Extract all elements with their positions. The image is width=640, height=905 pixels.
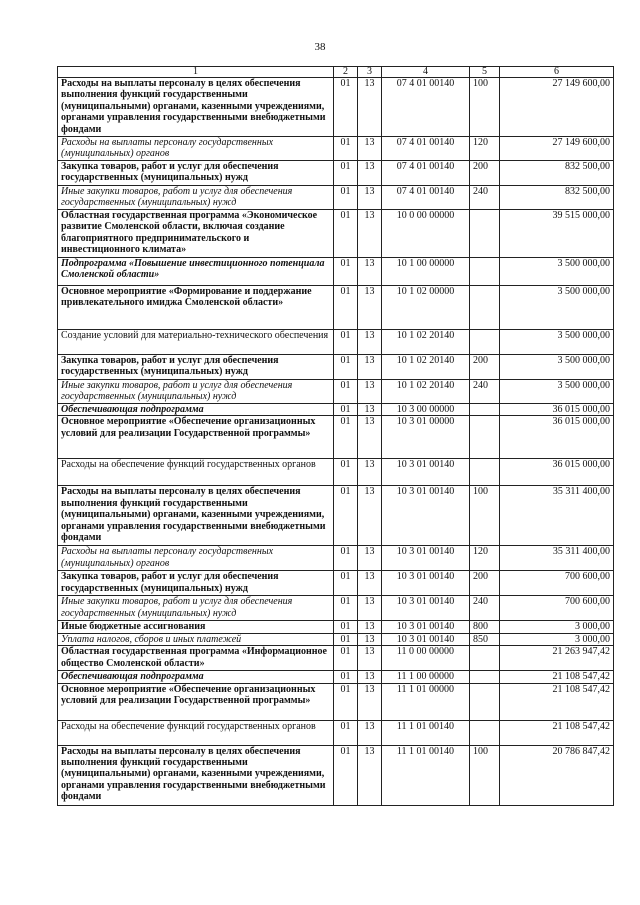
- row-expense-type: [470, 671, 500, 683]
- row-name: Уплата налогов, сборов и иных платежей: [58, 633, 334, 645]
- row-amount: 3 000,00: [500, 633, 614, 645]
- row-amount: 832 500,00: [500, 161, 614, 186]
- row-subsection: 13: [358, 286, 382, 330]
- row-subsection: 13: [358, 380, 382, 404]
- row-target-article: 10 1 02 00000: [382, 286, 470, 330]
- row-target-article: 10 3 01 00140: [382, 596, 470, 621]
- row-section: 01: [334, 380, 358, 404]
- row-subsection: 13: [358, 137, 382, 161]
- row-subsection: 13: [358, 571, 382, 596]
- table-row: [58, 78, 614, 137]
- row-expense-type: [470, 720, 500, 745]
- row-name: Областная государственная программа «Экономическое развитие Смоленской области, включая создание благоприятного предпринимательского и инвестиционного климата»: [58, 210, 334, 258]
- row-subsection: 13: [358, 161, 382, 186]
- row-expense-type: 240: [470, 380, 500, 404]
- row-target-article: 07 4 01 00140: [382, 186, 470, 210]
- row-name: Иные закупки товаров, работ и услуг для обеспечения государственных (муниципальных) нужд: [58, 186, 334, 210]
- row-section: 01: [334, 161, 358, 186]
- row-section: 01: [334, 404, 358, 416]
- row-amount: 27 149 600,00: [500, 137, 614, 161]
- row-amount: 3 500 000,00: [500, 286, 614, 330]
- row-subsection: 13: [358, 459, 382, 486]
- row-section: 01: [334, 646, 358, 671]
- row-target-article: 10 3 01 00140: [382, 459, 470, 486]
- row-amount: 20 786 847,42: [500, 745, 614, 805]
- row-name: Основное мероприятие «Обеспечение организационных условий для реализации Государственной программы»: [58, 416, 334, 459]
- row-section: 01: [334, 286, 358, 330]
- row-target-article: 11 1 01 00140: [382, 720, 470, 745]
- row-target-article: 10 0 00 00000: [382, 210, 470, 258]
- row-name: Расходы на выплаты персоналу в целях обеспечения выполнения функций государственными (муниципальными) органами, казенными учреждениями, органами управления государственными внебюджетными фондами: [58, 486, 334, 546]
- table-row: [58, 720, 614, 745]
- row-section: 01: [334, 258, 358, 286]
- row-name: Закупка товаров, работ и услуг для обеспечения государственных (муниципальных) нужд: [58, 571, 334, 596]
- row-name: Обеспечивающая подпрограмма: [58, 404, 334, 416]
- row-name: Областная государственная программа «Информационное общество Смоленской области»: [58, 646, 334, 671]
- row-expense-type: 100: [470, 78, 500, 137]
- row-name: Закупка товаров, работ и услуг для обеспечения государственных (муниципальных) нужд: [58, 355, 334, 380]
- row-target-article: 10 1 02 20140: [382, 330, 470, 355]
- row-subsection: 13: [358, 671, 382, 683]
- row-expense-type: 240: [470, 596, 500, 621]
- table-row: [58, 137, 614, 161]
- row-name: Основное мероприятие «Формирование и поддержание привлекательного имиджа Смоленской области»: [58, 286, 334, 330]
- row-name: Расходы на выплаты персоналу в целях обеспечения выполнения функций государственными (муниципальными) органами, казенными учреждениями, органами управления государственными внебюджетными фондами: [58, 78, 334, 137]
- row-target-article: 10 3 01 00140: [382, 571, 470, 596]
- row-subsection: 13: [358, 404, 382, 416]
- row-section: 01: [334, 210, 358, 258]
- row-subsection: 13: [358, 210, 382, 258]
- table-row: [58, 633, 614, 645]
- row-subsection: 13: [358, 546, 382, 571]
- row-target-article: 10 1 00 00000: [382, 258, 470, 286]
- row-amount: 27 149 600,00: [500, 78, 614, 137]
- table-row: [58, 286, 614, 330]
- table-row: [58, 745, 614, 805]
- row-amount: 21 108 547,42: [500, 683, 614, 720]
- row-amount: 35 311 400,00: [500, 546, 614, 571]
- table-row: [58, 459, 614, 486]
- row-name: Создание условий для материально-технического обеспечения: [58, 330, 334, 355]
- row-section: 01: [334, 720, 358, 745]
- row-expense-type: 100: [470, 745, 500, 805]
- row-amount: 700 600,00: [500, 596, 614, 621]
- column-header-subsection: 3: [358, 67, 382, 78]
- row-expense-type: 200: [470, 161, 500, 186]
- row-target-article: 11 1 01 00140: [382, 745, 470, 805]
- row-amount: 3 000,00: [500, 621, 614, 633]
- row-amount: 700 600,00: [500, 571, 614, 596]
- row-section: 01: [334, 78, 358, 137]
- row-subsection: 13: [358, 745, 382, 805]
- row-expense-type: [470, 330, 500, 355]
- row-expense-type: 850: [470, 633, 500, 645]
- table-header-row: [58, 67, 614, 78]
- row-target-article: 10 1 02 20140: [382, 355, 470, 380]
- table-row: [58, 355, 614, 380]
- row-expense-type: [470, 286, 500, 330]
- row-name: Закупка товаров, работ и услуг для обеспечения государственных (муниципальных) нужд: [58, 161, 334, 186]
- row-amount: 3 500 000,00: [500, 330, 614, 355]
- page-number: 38: [314, 41, 326, 53]
- row-subsection: 13: [358, 621, 382, 633]
- row-target-article: 10 3 00 00000: [382, 404, 470, 416]
- table-row: [58, 380, 614, 404]
- row-expense-type: 120: [470, 546, 500, 571]
- row-name: Основное мероприятие «Обеспечение организационных условий для реализации Государственной программы»: [58, 683, 334, 720]
- row-amount: 39 515 000,00: [500, 210, 614, 258]
- row-target-article: 07 4 01 00140: [382, 78, 470, 137]
- row-target-article: 10 3 01 00000: [382, 416, 470, 459]
- row-section: 01: [334, 355, 358, 380]
- row-target-article: 11 1 01 00000: [382, 683, 470, 720]
- table-row: [58, 546, 614, 571]
- table-row: [58, 596, 614, 621]
- table-row: [58, 210, 614, 258]
- row-target-article: 10 3 01 00140: [382, 621, 470, 633]
- row-expense-type: [470, 416, 500, 459]
- table-row: [58, 258, 614, 286]
- row-section: 01: [334, 671, 358, 683]
- table-row: [58, 186, 614, 210]
- row-expense-type: 240: [470, 186, 500, 210]
- row-expense-type: [470, 683, 500, 720]
- row-expense-type: 200: [470, 571, 500, 596]
- row-target-article: 11 0 00 00000: [382, 646, 470, 671]
- row-expense-type: [470, 459, 500, 486]
- row-name: Расходы на выплаты персоналу государственных (муниципальных) органов: [58, 546, 334, 571]
- row-section: 01: [334, 633, 358, 645]
- row-section: 01: [334, 486, 358, 546]
- row-name: Иные закупки товаров, работ и услуг для обеспечения государственных (муниципальных) нужд: [58, 380, 334, 404]
- table-row: [58, 621, 614, 633]
- row-target-article: 11 1 00 00000: [382, 671, 470, 683]
- table-row: [58, 404, 614, 416]
- row-amount: 36 015 000,00: [500, 404, 614, 416]
- table-row: [58, 671, 614, 683]
- row-expense-type: 200: [470, 355, 500, 380]
- row-subsection: 13: [358, 646, 382, 671]
- row-name: Иные бюджетные ассигнования: [58, 621, 334, 633]
- row-section: 01: [334, 330, 358, 355]
- row-subsection: 13: [358, 633, 382, 645]
- table-row: [58, 161, 614, 186]
- row-target-article: 07 4 01 00140: [382, 137, 470, 161]
- row-subsection: 13: [358, 683, 382, 720]
- row-name: Обеспечивающая подпрограмма: [58, 671, 334, 683]
- column-header-name: 1: [58, 67, 334, 78]
- row-target-article: 07 4 01 00140: [382, 161, 470, 186]
- row-expense-type: [470, 258, 500, 286]
- row-amount: 35 311 400,00: [500, 486, 614, 546]
- row-section: 01: [334, 546, 358, 571]
- row-expense-type: [470, 210, 500, 258]
- row-section: 01: [334, 416, 358, 459]
- column-header-section: 2: [334, 67, 358, 78]
- row-target-article: 10 3 01 00140: [382, 633, 470, 645]
- row-target-article: 10 3 01 00140: [382, 546, 470, 571]
- table-row: [58, 330, 614, 355]
- row-section: 01: [334, 571, 358, 596]
- row-subsection: 13: [358, 416, 382, 459]
- row-target-article: 10 1 02 20140: [382, 380, 470, 404]
- column-header-target-article: 4: [382, 67, 470, 78]
- row-subsection: 13: [358, 596, 382, 621]
- table-row: [58, 486, 614, 546]
- row-target-article: 10 3 01 00140: [382, 486, 470, 546]
- row-section: 01: [334, 186, 358, 210]
- row-amount: 36 015 000,00: [500, 459, 614, 486]
- row-expense-type: 800: [470, 621, 500, 633]
- row-section: 01: [334, 137, 358, 161]
- row-amount: 21 263 947,42: [500, 646, 614, 671]
- row-subsection: 13: [358, 78, 382, 137]
- row-name: Иные закупки товаров, работ и услуг для обеспечения государственных (муниципальных) нужд: [58, 596, 334, 621]
- row-section: 01: [334, 683, 358, 720]
- row-section: 01: [334, 459, 358, 486]
- table-row: [58, 646, 614, 671]
- budget-table: [57, 66, 614, 806]
- row-amount: 3 500 000,00: [500, 355, 614, 380]
- table-row: [58, 416, 614, 459]
- row-expense-type: 100: [470, 486, 500, 546]
- row-amount: 832 500,00: [500, 186, 614, 210]
- row-subsection: 13: [358, 330, 382, 355]
- row-amount: 3 500 000,00: [500, 258, 614, 286]
- row-amount: 3 500 000,00: [500, 380, 614, 404]
- row-expense-type: [470, 404, 500, 416]
- row-section: 01: [334, 621, 358, 633]
- row-subsection: 13: [358, 355, 382, 380]
- row-subsection: 13: [358, 720, 382, 745]
- row-name: Расходы на обеспечение функций государственных органов: [58, 720, 334, 745]
- row-subsection: 13: [358, 186, 382, 210]
- row-amount: 21 108 547,42: [500, 671, 614, 683]
- row-name: Подпрограмма «Повышение инвестиционного потенциала Смоленской области»: [58, 258, 334, 286]
- row-amount: 36 015 000,00: [500, 416, 614, 459]
- row-name: Расходы на выплаты персоналу в целях обеспечения выполнения функций государственными (муниципальными) органами, казенными учреждениями, органами управления государственными внебюджетными фондами: [58, 745, 334, 805]
- row-expense-type: [470, 646, 500, 671]
- row-section: 01: [334, 745, 358, 805]
- row-name: Расходы на обеспечение функций государственных органов: [58, 459, 334, 486]
- table-body: [58, 78, 614, 806]
- row-subsection: 13: [358, 486, 382, 546]
- row-name: Расходы на выплаты персоналу государственных (муниципальных) органов: [58, 137, 334, 161]
- row-subsection: 13: [358, 258, 382, 286]
- row-section: 01: [334, 596, 358, 621]
- column-header-amount: 6: [500, 67, 614, 78]
- table-row: [58, 571, 614, 596]
- row-expense-type: 120: [470, 137, 500, 161]
- table-row: [58, 683, 614, 720]
- column-header-expense-type: 5: [470, 67, 500, 78]
- row-amount: 21 108 547,42: [500, 720, 614, 745]
